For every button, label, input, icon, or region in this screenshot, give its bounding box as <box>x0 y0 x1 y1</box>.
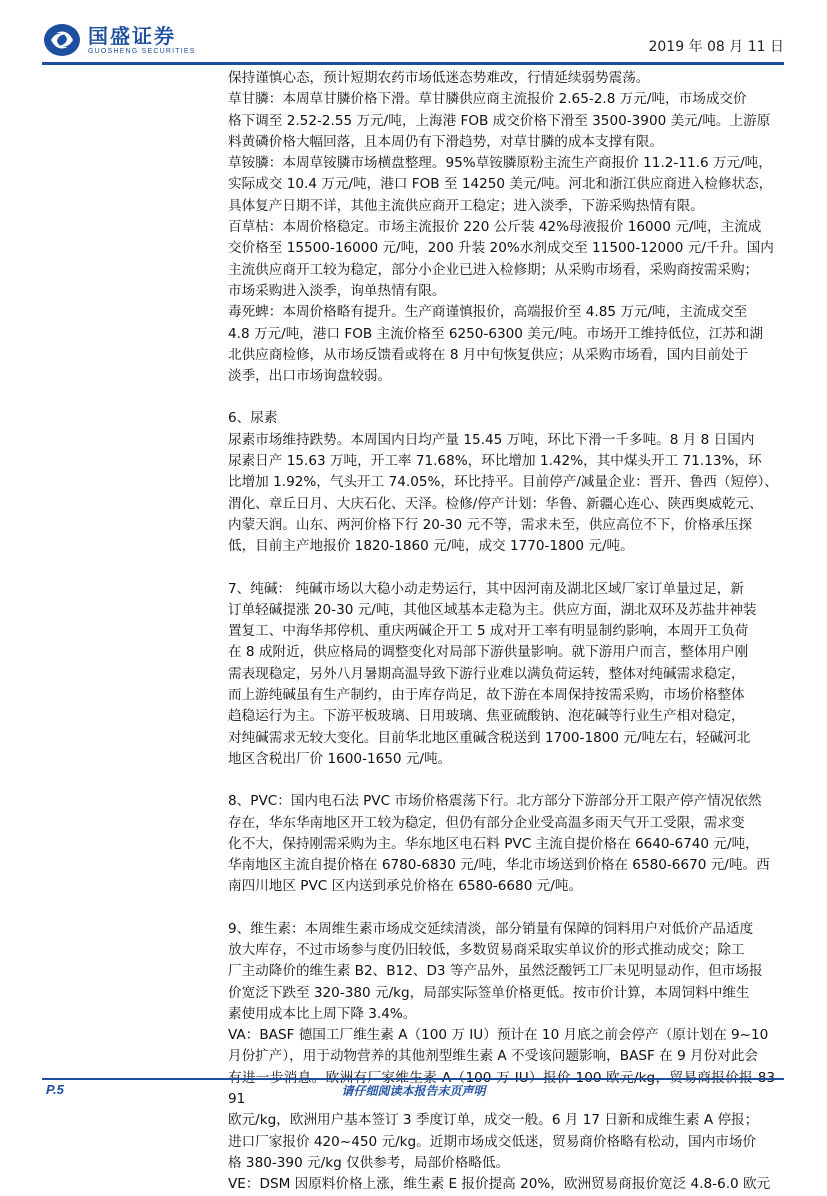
text-line: 置复工、中海华邦停机、重庆两碱企开工 5 成对开工率有明显制约影响，本周开工负荷 <box>228 623 749 640</box>
paragraph <box>228 579 780 771</box>
text-line: 地区含税出厂价 1600-1650 元/吨。 <box>228 750 452 767</box>
paragraph <box>228 68 780 89</box>
paragraph <box>228 408 780 429</box>
page-header <box>42 22 784 62</box>
text-line: 4.8 万元/吨，港口 FOB 主流价格至 6250-6300 美元/吨。市场开工维持低位，江苏和湖 <box>228 325 763 342</box>
paragraph <box>228 217 780 302</box>
paragraph <box>228 919 780 1025</box>
text-line: 格下调至 2.52-2.55 万元/吨，上海港 FOB 成交价格下滑至 3500-3900 美元/吨。上游原 <box>228 112 771 129</box>
text-line: 料黄磷价格大幅回落，且本周仍有下滑趋势，对草甘膦的成本支撑有限。 <box>228 133 663 150</box>
text-line: 趋稳运行为主。下游平板玻璃、日用玻璃、焦亚硫酸钠、泡花碱等行业生产相对稳定， <box>228 708 745 725</box>
text-line: 7、纯碱： 纯碱市场以大稳小动走势运行，其中因河南及湖北区域厂家订单量过足，新 <box>228 580 744 597</box>
text-line: 南四川地区 PVC 区内送到承兑价格在 6580-6680 元/吨。 <box>228 878 583 895</box>
paragraph <box>228 1174 780 1195</box>
text-line: 实际成交 10.4 万元/吨，港口 FOB 至 14250 美元/吨。河北和浙江供应商进入检修状态， <box>228 176 773 193</box>
paragraph <box>228 430 780 558</box>
text-line: 放大库存，不过市场参与度仍旧较低，多数贸易商采取实单议价的形式推动成交；除工 <box>228 941 745 958</box>
text-line: 欧元/kg，欧洲用户基本签订 3 季度订单，成交一般。6 月 17 日新和成维生素 A 停报； <box>228 1112 759 1129</box>
text-line: 草铵膦：本周草铵膦市场横盘整理。95%草铵膦原粉主流生产商报价 11.2-11.6 万元/吨， <box>228 155 772 172</box>
paragraph <box>228 302 780 387</box>
text-line: 百草枯：本周价格稳定。市场主流报价 220 公斤装 42%母液报价 16000 元/吨，主流成 <box>228 219 762 236</box>
text-line: 进口厂家报价 420~450 元/kg。近期市场成交低迷，贸易商价格略有松动，国内市场价 <box>228 1133 757 1150</box>
guosheng-logo-icon <box>42 22 82 58</box>
text-line: 8、PVC：国内电石法 PVC 市场价格震荡下行。北方部分下游部分开工限产停产情况依然 <box>228 793 762 810</box>
text-line: 对纯碱需求无较大变化。目前华北地区重碱含税送到 1700-1800 元/吨左右，轻碱河北 <box>228 729 751 746</box>
text-line: 有进一步消息。欧洲有厂家维生素 A（100 万 IU）报价 100 欧元/kg，贸易商报价报 83-91 <box>228 1069 780 1108</box>
text-line: 格 380-390 元/kg 仅供参考，局部价格略低。 <box>228 1154 510 1171</box>
text-line: 具体复产日期不详，其他主流供应商开工稳定；进入淡季，下游采购热情有限。 <box>228 197 704 214</box>
text-line: VE：DSM 因原料价格上涨，维生素 E 报价提高 20%，欧洲贸易商报价宽泛 4.8-6.0 欧元 <box>228 1176 771 1193</box>
text-line: 价宽泛下跌至 320-380 元/kg，局部实际签单价格更低。按市价计算，本周饲料中维生 <box>228 984 750 1001</box>
section-gap <box>228 387 780 408</box>
text-line: 化不大，保持刚需采购为主。华东地区电石料 PVC 主流自提价格在 6640-6740 元/吨， <box>228 835 759 852</box>
text-line: 北供应商检修，从市场反馈看或将在 8 月中旬恢复供应；从采购市场看，国内目前处于 <box>228 346 749 363</box>
logo-chinese-text: 国盛证券 <box>88 23 176 48</box>
text-line: 存在，华东华南地区开工较为稳定，但仍有部分企业受高温多雨天气开工受限，需求变 <box>228 814 745 831</box>
text-line: 月份扩产），用于动物营养的其他剂型维生素 A 不受该问题影响，BASF 在 9 月份对此会 <box>228 1048 759 1065</box>
text-line: 尿素市场维持跌势。本周国内日均产量 15.45 万吨，环比下滑一千多吨。8 月 8 日国内 <box>228 431 755 448</box>
text-line: 华南地区主流自提价格在 6780-6830 元/吨，华北市场送到价格在 6580-6670 元/吨。西 <box>228 857 770 874</box>
text-line: 交价格至 15500-16000 元/吨，200 升装 20%水剂成交至 11500-12000 元/千升。国内 <box>228 240 774 257</box>
paragraph <box>228 89 780 153</box>
footer-divider <box>42 1078 784 1080</box>
page-number: P.5 <box>46 1082 64 1097</box>
text-line: VA：BASF 德国工厂维生素 A（100 万 IU）预计在 10 月底之前会停产（原计划在 9~10 <box>228 1027 769 1044</box>
text-line: 需表现稳定，另外八月暑期高温导致下游行业难以满负荷运转，整体对纯碱需求稳定， <box>228 665 745 682</box>
text-line: 9、维生素：本周维生素市场成交延续清淡，部分销量有保障的饲料用户对低价产品适度 <box>228 920 754 937</box>
text-line: 渭化、章丘日月、大庆石化、天泽。检修/停产计划：华鲁、新疆心连心、陕西奥威乾元、 <box>228 495 763 512</box>
section-gap <box>228 898 780 919</box>
paragraph <box>228 791 780 897</box>
text-line: 在 8 成附近，供应格局的调整变化对局部下游供量影响。就下游用户而言，整体用户刚 <box>228 644 749 661</box>
section-gap <box>228 558 780 579</box>
logo-english-text: GUOSHENG SECURITIES <box>88 47 196 55</box>
text-line: 而上游纯碱虽有生产制约，由于库存尚足，故下游在本周保持按需采购，市场价格整体 <box>228 687 745 704</box>
report-date: 2019 年 08 月 11 日 <box>648 39 784 55</box>
text-line: 保持谨慎心态，预计短期农药市场低迷态势难改，行情延续弱势震荡。 <box>228 70 650 86</box>
text-line: 订单轻碱提涨 20-30 元/吨，其他区域基本走稳为主。供应方面，湖北双环及苏盐井神装 <box>228 601 757 618</box>
text-line: 主流供应商开工较为稳定，部分小企业已进入检修期；从采购市场看，采购商按需采购； <box>228 261 759 278</box>
text-line: 内蒙天润。山东、两河价格下行 20-30 元不等，需求未至，供应高位不下，价格承压探 <box>228 516 752 533</box>
company-logo <box>42 22 196 58</box>
text-line: 市场采购进入淡季，询单热情有限。 <box>228 282 446 299</box>
paragraph <box>228 153 780 217</box>
text-line: 素使用成本比上周下降 3.4%。 <box>228 1005 417 1022</box>
text-line: 尿素日产 15.63 万吨，开工率 71.68%，环比增加 1.42%，其中煤头开工 71.13%，环 <box>228 453 762 470</box>
report-body <box>228 68 780 1196</box>
text-line: 比增加 1.92%，气头开工 74.05%，环比持平。目前停产/减量企业：晋开、鲁西（短停）、 <box>228 474 779 491</box>
footer-disclaimer: 请仔细阅读本报告末页声明 <box>341 1084 486 1098</box>
paragraph <box>228 1025 780 1174</box>
text-line: 草甘膦：本周草甘膦价格下滑。草甘膦供应商主流报价 2.65-2.8 万元/吨，市场成交价 <box>228 91 747 108</box>
text-line: 低，目前主产地报价 1820-1860 元/吨，成交 1770-1800 元/吨。 <box>228 538 634 555</box>
text-line: 厂主动降价的维生素 B2、B12、D3 等产品外，虽然泛酸钙工厂未见明显动作，但市场报 <box>228 963 763 980</box>
header-divider <box>42 62 784 65</box>
text-line: 6、尿素 <box>228 410 278 427</box>
section-gap <box>228 770 780 791</box>
text-line: 淡季，出口市场询盘较弱。 <box>228 368 392 385</box>
text-line: 毒死蜱：本周价格略有提升。生产商谨慎报价，高端报价至 4.85 万元/吨，主流成交至 <box>228 304 748 321</box>
